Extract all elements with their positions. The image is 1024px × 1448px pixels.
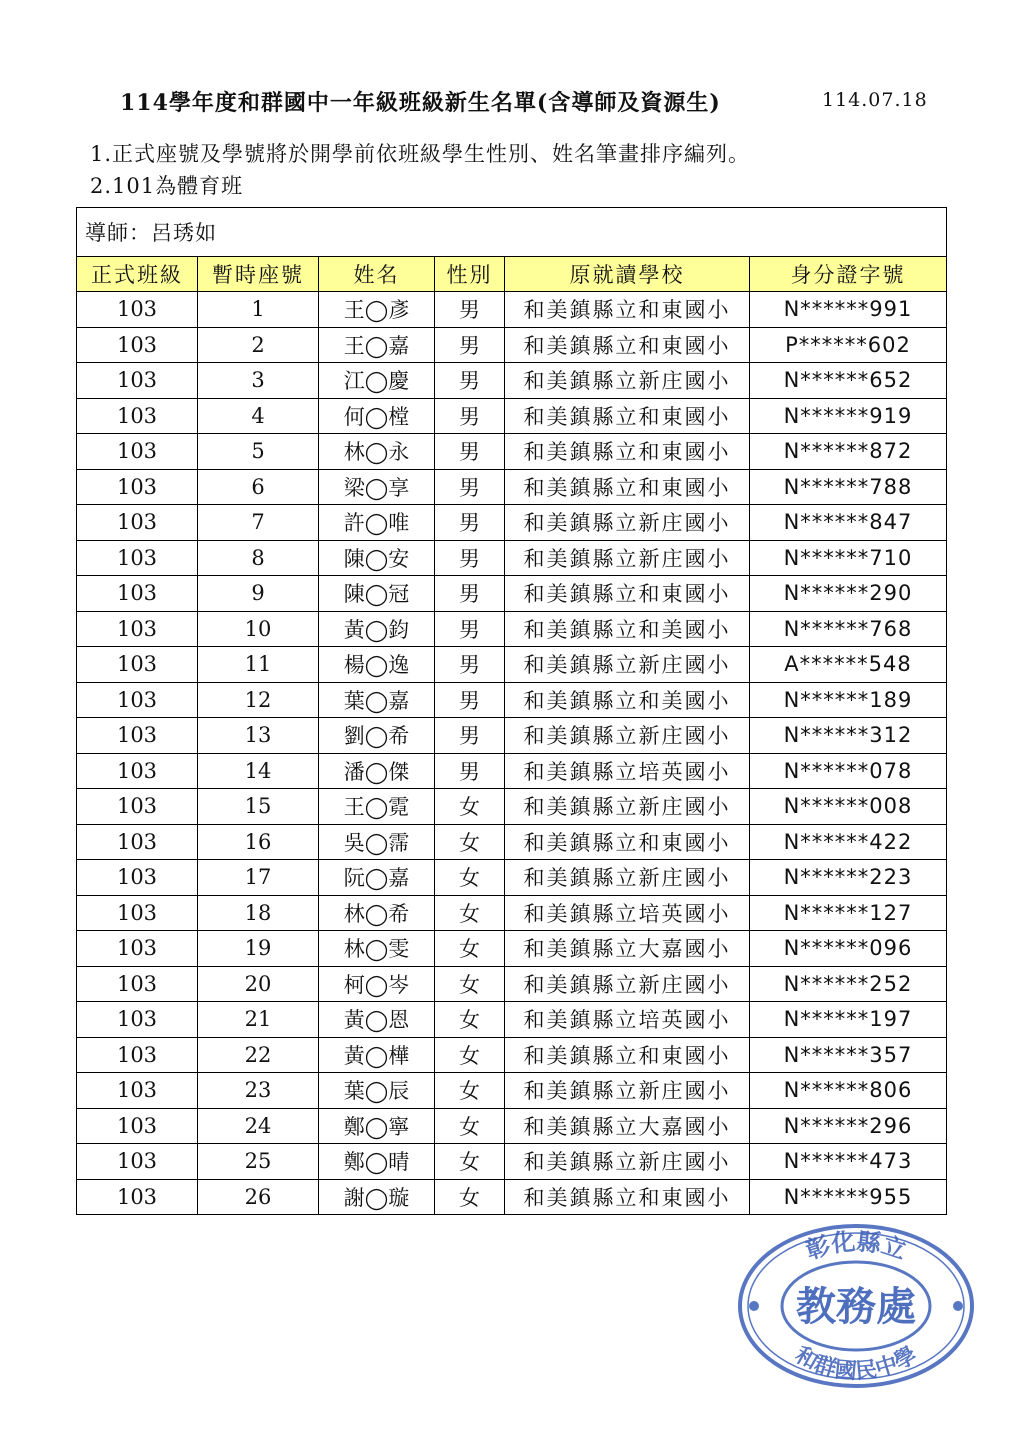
table-row [77,1002,947,1038]
table-row [77,1108,947,1144]
cell-seat: 1 [198,292,319,328]
cell-school: 和美鎮縣立新庄國小 [505,1144,750,1180]
cell-id: N******312 [750,718,947,754]
table-row [77,753,947,789]
cell-seat: 10 [198,611,319,647]
cell-seat: 22 [198,1037,319,1073]
cell-school: 和美鎮縣立新庄國小 [505,966,750,1002]
cell-school: 和美鎮縣立新庄國小 [505,718,750,754]
cell-name: 王◯霓 [319,789,435,825]
cell-name: 江◯慶 [319,363,435,399]
seal-center-text: 教務處 [796,1283,916,1330]
cell-id: N******919 [750,398,947,434]
cell-id: N******223 [750,860,947,896]
cell-name: 葉◯嘉 [319,682,435,718]
cell-gender: 女 [435,895,505,931]
cell-class: 103 [77,1144,198,1180]
cell-gender: 男 [435,682,505,718]
header-school: 原就讀學校 [505,257,750,292]
cell-name: 葉◯辰 [319,1073,435,1109]
cell-school: 和美鎮縣立新庄國小 [505,1073,750,1109]
cell-name: 許◯唯 [319,505,435,541]
cell-class: 103 [77,540,198,576]
cell-class: 103 [77,789,198,825]
cell-school: 和美鎮縣立和美國小 [505,611,750,647]
cell-seat: 7 [198,505,319,541]
cell-gender: 男 [435,647,505,683]
cell-id: N******127 [750,895,947,931]
cell-seat: 17 [198,860,319,896]
note-line-1: 1.正式座號及學號將於開學前依班級學生性別、姓名筆畫排序編列。 [90,142,751,166]
table-row [77,505,947,541]
cell-class: 103 [77,363,198,399]
cell-school: 和美鎮縣立和東國小 [505,469,750,505]
document-title: 114學年度和群國中一年級班級新生名單(含導師及資源生) [120,90,721,116]
cell-seat: 2 [198,327,319,363]
svg-text:和群國民中學: 和群國民中學 [790,1341,922,1385]
cell-name: 林◯希 [319,895,435,931]
cell-name: 陳◯冠 [319,576,435,612]
header-gender: 性別 [435,257,505,292]
cell-id: N******955 [750,1179,947,1215]
table-row [77,1144,947,1180]
cell-school: 和美鎮縣立大嘉國小 [505,1108,750,1144]
table-row [77,576,947,612]
table-row [77,824,947,860]
header-id: 身分證字號 [750,257,947,292]
cell-id: N******768 [750,611,947,647]
cell-name: 林◯雯 [319,931,435,967]
cell-seat: 16 [198,824,319,860]
cell-gender: 女 [435,1002,505,1038]
cell-id: N******078 [750,753,947,789]
cell-school: 和美鎮縣立和東國小 [505,576,750,612]
cell-seat: 4 [198,398,319,434]
cell-id: P******602 [750,327,947,363]
cell-class: 103 [77,1108,198,1144]
table-row [77,327,947,363]
cell-class: 103 [77,327,198,363]
cell-seat: 15 [198,789,319,825]
cell-id: N******806 [750,1073,947,1109]
table-row [77,363,947,399]
cell-name: 楊◯逸 [319,647,435,683]
cell-seat: 12 [198,682,319,718]
cell-class: 103 [77,505,198,541]
cell-id: N******847 [750,505,947,541]
table-row [77,1037,947,1073]
cell-class: 103 [77,966,198,1002]
cell-school: 和美鎮縣立新庄國小 [505,789,750,825]
document-date: 114.07.18 [822,89,928,111]
table-row [77,860,947,896]
cell-school: 和美鎮縣立培英國小 [505,1002,750,1038]
cell-school: 和美鎮縣立新庄國小 [505,860,750,896]
cell-school: 和美鎮縣立和東國小 [505,824,750,860]
cell-school: 和美鎮縣立培英國小 [505,895,750,931]
header-class: 正式班級 [77,257,198,292]
roster-body [77,292,947,1215]
svg-text:彰化縣立: 彰化縣立 [801,1226,911,1265]
cell-name: 黃◯鈞 [319,611,435,647]
cell-school: 和美鎮縣立和東國小 [505,327,750,363]
cell-gender: 女 [435,966,505,1002]
table-row [77,611,947,647]
cell-gender: 女 [435,1179,505,1215]
student-roster-table [76,207,947,1215]
cell-id: N******197 [750,1002,947,1038]
cell-gender: 女 [435,1037,505,1073]
cell-class: 103 [77,753,198,789]
cell-seat: 11 [198,647,319,683]
cell-class: 103 [77,1073,198,1109]
cell-gender: 男 [435,611,505,647]
cell-id: N******252 [750,966,947,1002]
cell-name: 吳◯霈 [319,824,435,860]
cell-id: N******710 [750,540,947,576]
cell-id: N******357 [750,1037,947,1073]
cell-class: 103 [77,931,198,967]
table-row [77,718,947,754]
cell-seat: 24 [198,1108,319,1144]
cell-id: N******008 [750,789,947,825]
cell-name: 潘◯傑 [319,753,435,789]
cell-name: 黃◯恩 [319,1002,435,1038]
cell-name: 何◯樘 [319,398,435,434]
cell-id: N******189 [750,682,947,718]
cell-school: 和美鎮縣立新庄國小 [505,505,750,541]
cell-id: N******652 [750,363,947,399]
cell-class: 103 [77,824,198,860]
cell-class: 103 [77,647,198,683]
cell-class: 103 [77,469,198,505]
cell-gender: 女 [435,1073,505,1109]
cell-seat: 8 [198,540,319,576]
table-header-row [77,257,947,292]
cell-id: N******473 [750,1144,947,1180]
cell-gender: 男 [435,753,505,789]
cell-school: 和美鎮縣立新庄國小 [505,540,750,576]
cell-id: N******296 [750,1108,947,1144]
cell-id: N******422 [750,824,947,860]
table-row [77,789,947,825]
cell-class: 103 [77,682,198,718]
cell-school: 和美鎮縣立培英國小 [505,753,750,789]
cell-gender: 男 [435,398,505,434]
cell-gender: 男 [435,363,505,399]
cell-name: 阮◯嘉 [319,860,435,896]
table-row [77,469,947,505]
cell-name: 梁◯享 [319,469,435,505]
cell-school: 和美鎮縣立和東國小 [505,1037,750,1073]
cell-seat: 13 [198,718,319,754]
cell-gender: 男 [435,540,505,576]
table-row [77,434,947,470]
cell-gender: 女 [435,860,505,896]
cell-seat: 20 [198,966,319,1002]
cell-name: 王◯彥 [319,292,435,328]
cell-seat: 25 [198,1144,319,1180]
teacher-name: 導師：呂琇如 [77,208,947,257]
table-row [77,895,947,931]
cell-seat: 23 [198,1073,319,1109]
cell-school: 和美鎮縣立新庄國小 [505,363,750,399]
cell-school: 和美鎮縣立和東國小 [505,398,750,434]
cell-gender: 女 [435,931,505,967]
table-row [77,292,947,328]
cell-seat: 18 [198,895,319,931]
cell-id: N******788 [750,469,947,505]
cell-id: N******096 [750,931,947,967]
cell-class: 103 [77,398,198,434]
cell-gender: 男 [435,434,505,470]
cell-gender: 男 [435,327,505,363]
table-row [77,931,947,967]
cell-school: 和美鎮縣立大嘉國小 [505,931,750,967]
cell-id: N******991 [750,292,947,328]
cell-seat: 26 [198,1179,319,1215]
cell-gender: 女 [435,824,505,860]
cell-gender: 女 [435,1108,505,1144]
cell-name: 鄭◯晴 [319,1144,435,1180]
cell-name: 黃◯樺 [319,1037,435,1073]
header-name: 姓名 [319,257,435,292]
cell-name: 林◯永 [319,434,435,470]
cell-id: N******872 [750,434,947,470]
header-seat: 暫時座號 [198,257,319,292]
cell-gender: 男 [435,576,505,612]
cell-name: 謝◯璇 [319,1179,435,1215]
cell-id: A******548 [750,647,947,683]
cell-seat: 5 [198,434,319,470]
cell-seat: 19 [198,931,319,967]
cell-gender: 男 [435,469,505,505]
cell-gender: 男 [435,292,505,328]
cell-seat: 3 [198,363,319,399]
cell-name: 王◯嘉 [319,327,435,363]
cell-gender: 女 [435,1144,505,1180]
cell-seat: 6 [198,469,319,505]
cell-class: 103 [77,1002,198,1038]
cell-name: 鄭◯寧 [319,1108,435,1144]
cell-name: 柯◯岑 [319,966,435,1002]
school-seal [736,1222,976,1390]
cell-gender: 男 [435,718,505,754]
table-row [77,540,947,576]
table-row [77,398,947,434]
cell-class: 103 [77,292,198,328]
note-line-2: 2.101為體育班 [90,174,244,198]
cell-class: 103 [77,434,198,470]
cell-class: 103 [77,611,198,647]
cell-name: 劉◯希 [319,718,435,754]
cell-school: 和美鎮縣立新庄國小 [505,647,750,683]
table-row [77,1179,947,1215]
cell-seat: 9 [198,576,319,612]
cell-seat: 14 [198,753,319,789]
teacher-row [77,208,947,257]
table-row [77,682,947,718]
cell-school: 和美鎮縣立和東國小 [505,1179,750,1215]
cell-id: N******290 [750,576,947,612]
cell-class: 103 [77,860,198,896]
cell-class: 103 [77,895,198,931]
cell-class: 103 [77,1037,198,1073]
cell-class: 103 [77,718,198,754]
cell-class: 103 [77,1179,198,1215]
cell-class: 103 [77,576,198,612]
cell-name: 陳◯安 [319,540,435,576]
cell-school: 和美鎮縣立和東國小 [505,434,750,470]
cell-school: 和美鎮縣立和美國小 [505,682,750,718]
table-row [77,647,947,683]
cell-gender: 男 [435,505,505,541]
cell-seat: 21 [198,1002,319,1038]
table-row [77,966,947,1002]
table-row [77,1073,947,1109]
cell-gender: 女 [435,789,505,825]
cell-school: 和美鎮縣立和東國小 [505,292,750,328]
